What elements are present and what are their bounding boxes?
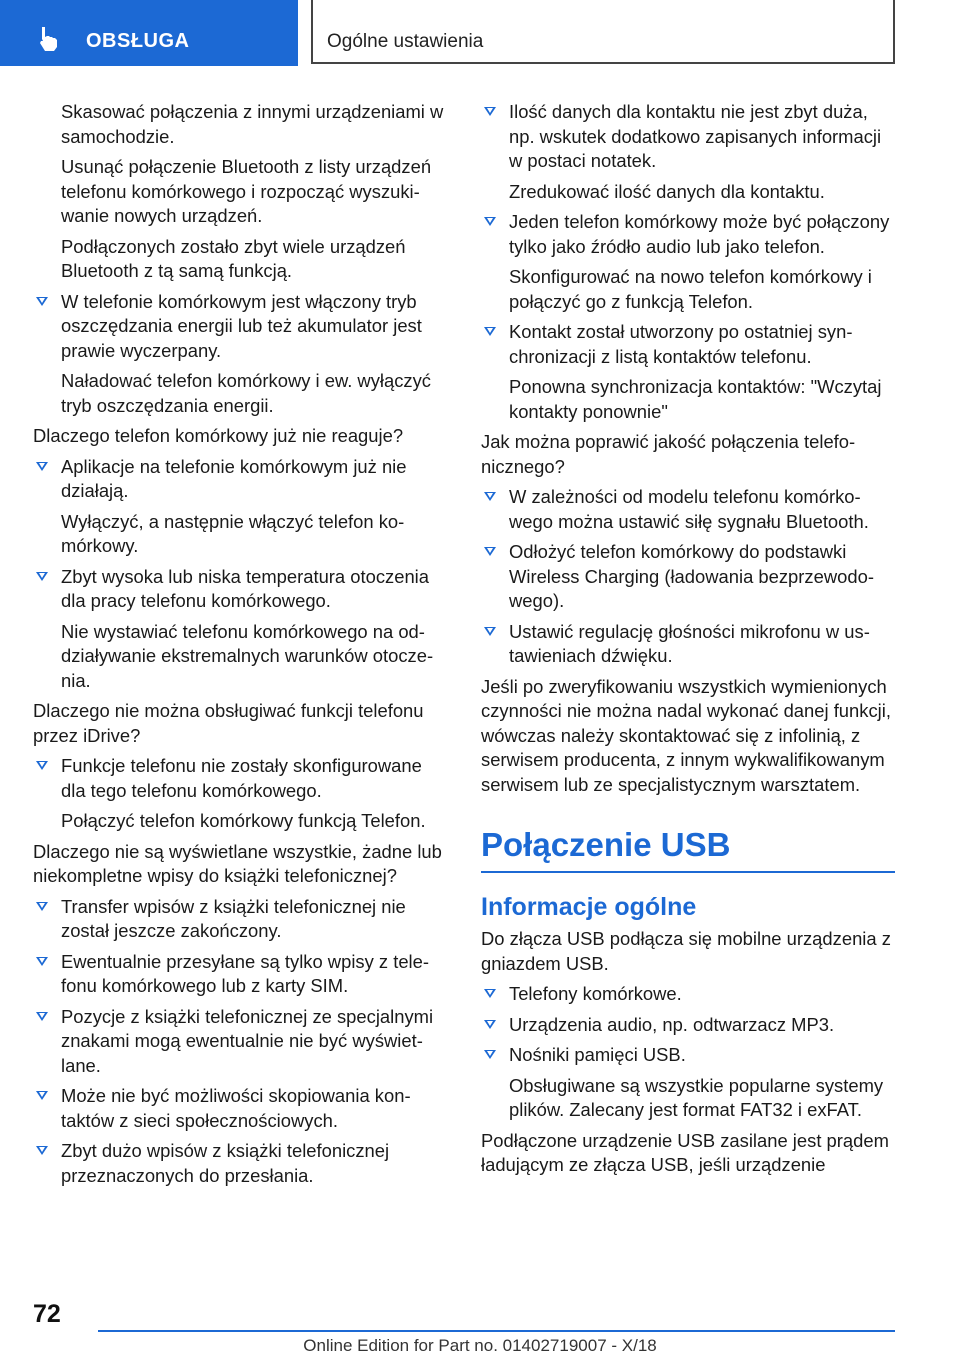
list-item: [509, 1043, 895, 1068]
bullet-arrow-icon: [484, 217, 496, 226]
list-item-text: Nośniki pamięci USB.: [509, 1044, 686, 1065]
list-item-text: W telefonie komórkowym jest włączony tryb oszczędzania energii lub też akumulator jest prawie wyczerpany.: [61, 290, 422, 361]
list-item: [61, 290, 449, 364]
page-header: [0, 0, 960, 66]
list-item-text: Telefony komórkowe.: [509, 983, 682, 1004]
list-item-text: Zbyt dużo wpisów z książki telefonicznej przeznaczonych do przesłania.: [61, 1140, 390, 1186]
list-item-text: Ilość danych dla kontaktu nie jest zbyt duża, np. wskutek dodatkowo zapisanych informacji w postaci notatek.: [509, 101, 882, 171]
right-column: [481, 100, 895, 1184]
list-item: [509, 485, 895, 534]
page-number: 72: [33, 1300, 61, 1328]
instruction-text: Obsługiwane są wszystkie popularne systemy plików. Zalecany jest format FAT32 i exFAT.: [509, 1074, 884, 1120]
paragraph-text: Podłączone urządzenie USB zasilane jest prądem ładującym ze złącza USB, jeśli urządzenie: [481, 1129, 889, 1175]
bullet-arrow-icon: [36, 902, 48, 911]
bullet-arrow-icon: [36, 462, 48, 471]
instruction-text: Nie wystawiać telefonu komórkowego na oddziaływanie ekstremalnych warunków otoczenia.: [61, 620, 434, 691]
bullet-arrow-icon: [484, 1050, 496, 1059]
list-item: [509, 620, 895, 669]
list-item-text: Kontakt został utworzony po ostatniej synchronizacji z listą kontaktów telefonu.: [509, 321, 853, 367]
list-item: [61, 1139, 449, 1188]
bullet-arrow-icon: [36, 1091, 48, 1100]
list-item: [61, 754, 449, 803]
list-item: [509, 320, 895, 369]
bullet-arrow-icon: [36, 297, 48, 306]
bullet-arrow-icon: [484, 627, 496, 636]
list-item-text: Urządzenia audio, np. odtwarzacz MP3.: [509, 1013, 835, 1035]
left-column: [33, 100, 449, 1194]
list-item-text: Może nie być możliwości skopiowania kontaktów z sieci społecznościowych.: [61, 1085, 411, 1131]
list-item: [509, 100, 895, 174]
list-item-text: Aplikacje na telefonie komórkowym już nie działają.: [61, 455, 407, 501]
bullet-arrow-icon: [36, 572, 48, 581]
list-item: [61, 895, 449, 944]
list-item: [61, 1084, 449, 1133]
list-item-text: Ustawić regulację głośności mikrofonu w ustawieniach dźwięku.: [509, 620, 870, 666]
instruction-text: Usunąć połączenie Bluetooth z listy urządzeń telefonu komórkowego i rozpocząć wyszukiwanie nowych urządzeń.: [61, 156, 432, 226]
list-item-text: Odłożyć telefon komórkowy do podstawki Wireless Charging (ładowania bezprzewodowego).: [509, 541, 874, 611]
subsection-tab[interactable]: [311, 0, 895, 64]
list-item-text: Funkcje telefonu nie zostały skonfigurowane dla tego telefonu komórkowego.: [61, 755, 422, 801]
question-text: Jak można poprawić jakość połączenia telefonicznego?: [481, 431, 856, 477]
instruction-text: Wyłączyć, a następnie włączyć telefon komórkowy.: [61, 510, 405, 556]
bullet-arrow-icon: [484, 989, 496, 998]
question-text: Dlaczego telefon komórkowy już nie reaguje?: [33, 425, 404, 446]
bullet-arrow-icon: [36, 1146, 48, 1155]
instruction-text: Ponowna synchronizacja kontaktów: "Wczytaj kontakty ponownie": [509, 376, 882, 422]
list-item-text: Zbyt wysoka lub niska temperatura otoczenia dla pracy telefonu komórkowego.: [61, 565, 429, 611]
list-item: [509, 982, 895, 1007]
list-item-text: Ewentualnie przesyłane są tylko wpisy z telefonu komórkowego lub z karty SIM.: [61, 950, 429, 996]
bullet-arrow-icon: [36, 1012, 48, 1021]
question-text: Dlaczego nie są wyświetlane wszystkie, żadne lub niekompletne wpisy do książki telefonicznej?: [33, 840, 442, 886]
list-item-text: Pozycje z książki telefonicznej ze specjalnymi znakami mogą ewentualnie nie być wyświetlane.: [61, 1005, 434, 1076]
list-item: [61, 455, 449, 504]
subsection-label: Ogólne ustawienia: [327, 31, 484, 52]
instruction-text: Zredukować ilość danych dla kontaktu.: [509, 180, 825, 202]
section-tab[interactable]: [0, 0, 298, 66]
paragraph-text: Jeśli po zweryfikowaniu wszystkich wymienionych czynności nie można nadal wykonać danej funkcji, wówczas należy skontaktować się z infolinią, z serwisem producenta, z innym wykwalifikowanym serwisem lub ze specjalistycznym warsztatem.: [481, 675, 891, 795]
edition-footer: Online Edition for Part no. 01402719007 - X/18: [303, 1336, 657, 1355]
list-item-text: Jeden telefon komórkowy może być połączony tylko jako źródło audio lub jako telefon.: [509, 211, 890, 257]
list-item: [509, 1013, 895, 1038]
list-item: [509, 210, 895, 259]
paragraph-text: Do złącza USB podłącza się mobilne urządzenia z gniazdem USB.: [481, 928, 891, 974]
list-item-text: Transfer wpisów z książki telefonicznej nie został jeszcze zakończony.: [61, 895, 406, 941]
bullet-arrow-icon: [484, 107, 496, 116]
list-item: [61, 950, 449, 999]
pointing-hand-icon: [36, 24, 64, 52]
bullet-arrow-icon: [484, 327, 496, 336]
bullet-arrow-icon: [484, 547, 496, 556]
list-item: [61, 1005, 449, 1079]
bullet-arrow-icon: [36, 761, 48, 770]
section-label: OBSŁUGA: [86, 30, 190, 52]
instruction-text: Naładować telefon komórkowy i ew. wyłączyć tryb oszczędzania energii.: [61, 370, 432, 416]
instruction-text: Skasować połączenia z innymi urządzeniami w samochodzie.: [61, 101, 444, 147]
question-text: Dlaczego nie można obsługiwać funkcji telefonu przez iDrive?: [33, 700, 424, 746]
section-heading: Połączenie USB: [481, 825, 895, 873]
list-item: [61, 565, 449, 614]
subsection-heading: Informacje ogólne: [481, 893, 697, 921]
instruction-text: Podłączonych zostało zbyt wiele urządzeń Bluetooth z tą samą funkcją.: [61, 235, 406, 281]
bullet-arrow-icon: [484, 492, 496, 501]
list-item: [509, 540, 895, 614]
footer-divider: [98, 1330, 895, 1332]
instruction-text: Połączyć telefon komórkowy funkcją Telefon.: [61, 810, 426, 831]
list-item-text: W zależności od modelu telefonu komórkowego można ustawić siłę sygnału Bluetooth.: [509, 486, 869, 532]
bullet-arrow-icon: [36, 957, 48, 966]
bullet-arrow-icon: [484, 1020, 496, 1029]
instruction-text: Skonfigurować na nowo telefon komórkowy i połączyć go z funkcją Telefon.: [509, 266, 872, 312]
